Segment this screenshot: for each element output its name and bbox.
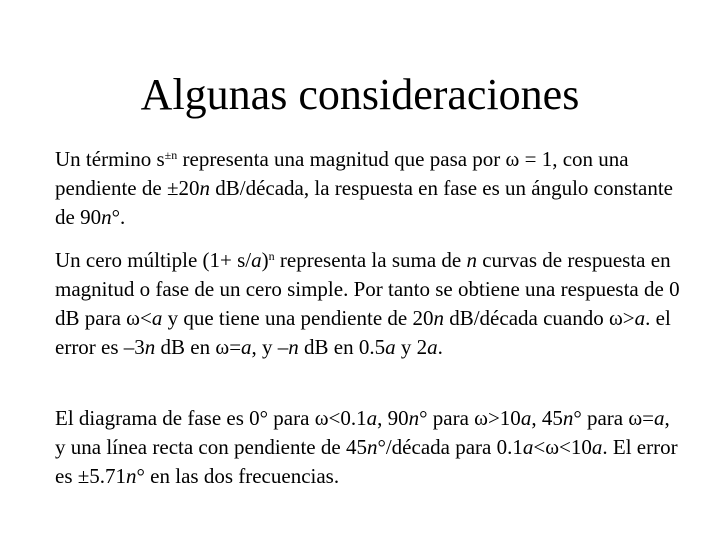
- text-run: representa la suma de: [274, 248, 467, 272]
- text-run: , y –: [251, 335, 289, 359]
- text-run: , y una línea recta con pendiente de 45: [55, 406, 670, 459]
- variable: n: [562, 406, 574, 430]
- variable: n: [126, 464, 137, 488]
- variable: a: [385, 335, 396, 359]
- text-run: dB en ω=: [155, 335, 242, 359]
- variable: a: [520, 406, 532, 430]
- text-run: °/década para 0.1: [377, 435, 523, 459]
- text-run: ): [261, 248, 269, 272]
- page-title: Algunas consideraciones: [140, 70, 580, 119]
- text-run: dB/década cuando ω>: [443, 306, 635, 330]
- text-run: curvas de respuesta en magnitud o fase de un cero simple. Por tanto se obtiene una respuesta de 0 dB para ω<: [55, 248, 680, 330]
- variable: a: [522, 435, 534, 459]
- text-run: <ω<10: [533, 435, 592, 459]
- text-run: representa una magnitud que pasa por ω = 1, con una pendiente de ±20: [55, 147, 629, 200]
- variable: n: [199, 176, 210, 200]
- variable: n: [433, 306, 444, 330]
- text-run: ° en las dos frecuencias.: [136, 464, 340, 488]
- paragraph-3: [55, 404, 685, 491]
- paragraph-2: [55, 246, 685, 362]
- text-run: Un cero múltiple (1+ s/: [55, 248, 252, 272]
- variable: n: [144, 335, 156, 359]
- text-run: . El error es ±5.71: [55, 435, 678, 488]
- text-run: .: [437, 335, 443, 359]
- superscript: ±n: [164, 147, 178, 162]
- text-run: Un término s: [55, 147, 165, 171]
- variable: a: [251, 248, 262, 272]
- text-run: ° para ω=: [573, 406, 655, 430]
- paragraph-1: [55, 145, 685, 232]
- text-run: ° para ω>10: [419, 406, 521, 430]
- variable: a: [654, 406, 665, 430]
- variable: a: [241, 335, 252, 359]
- text-run: , 90: [377, 406, 409, 430]
- text-run: y 2: [395, 335, 428, 359]
- variable: a: [634, 306, 646, 330]
- variable: a: [366, 406, 378, 430]
- variable: n: [408, 406, 420, 430]
- variable: a: [591, 435, 603, 459]
- variable: n: [288, 335, 299, 359]
- text-run: . el error es –3: [55, 306, 671, 359]
- text-run: dB en 0.5: [298, 335, 386, 359]
- text-run: dB/década, la respuesta en fase es un ángulo constante de 90: [55, 176, 673, 229]
- superscript: n: [268, 248, 275, 263]
- text-run: y que tiene una pendiente de 20: [162, 306, 434, 330]
- text-run: °.: [111, 205, 126, 229]
- text-run: El diagrama de fase es 0° para ω<0.1: [55, 406, 367, 430]
- variable: n: [101, 205, 112, 229]
- text-run: , 45: [531, 406, 563, 430]
- variable: n: [366, 435, 378, 459]
- variable: a: [151, 306, 163, 330]
- variable: a: [427, 335, 438, 359]
- variable: n: [466, 248, 477, 272]
